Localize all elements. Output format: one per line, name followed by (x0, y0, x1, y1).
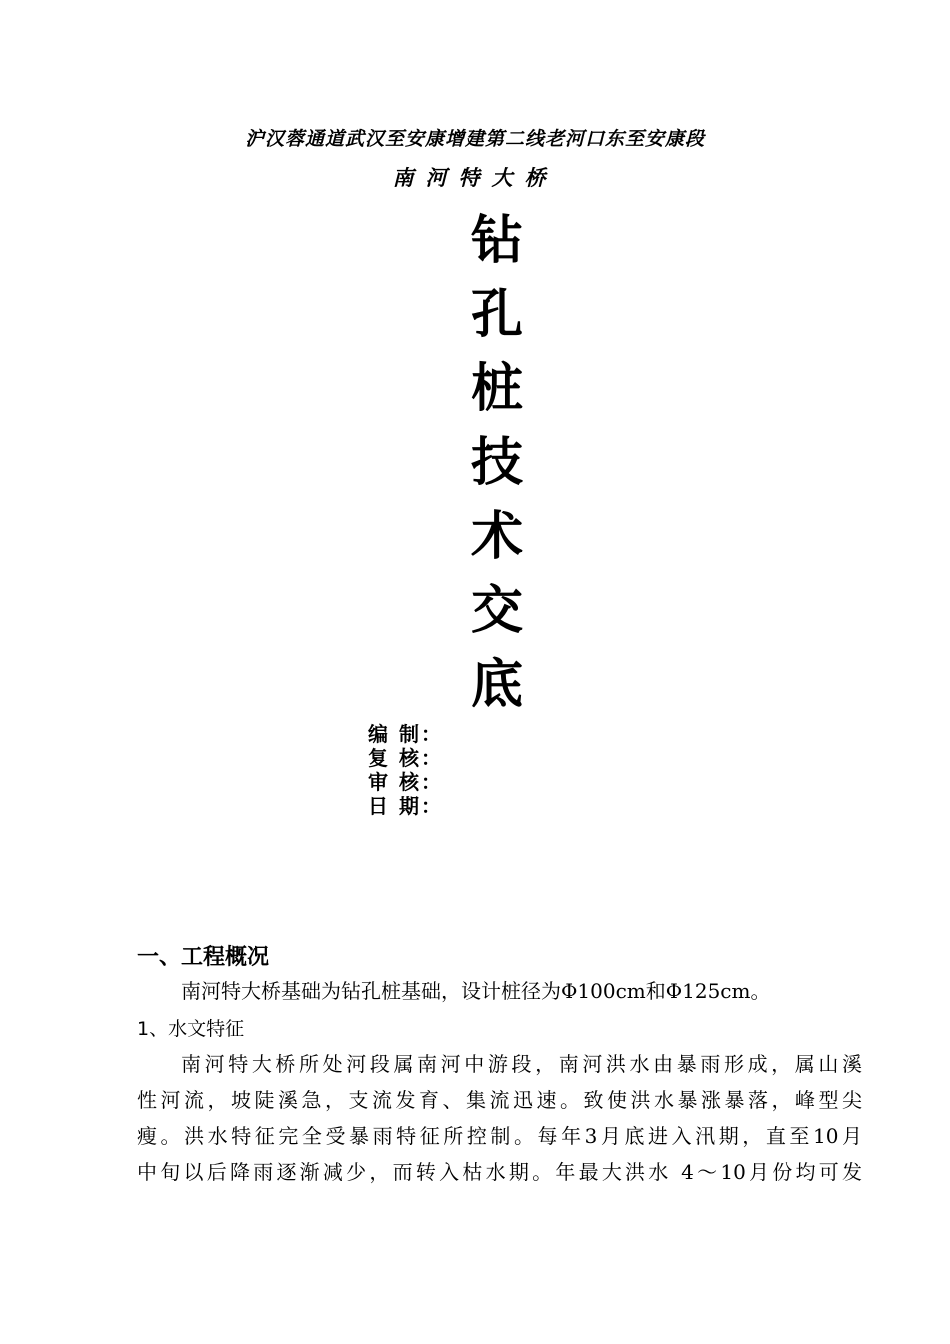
bridge-name: 南河特大桥 (392, 165, 558, 190)
paragraph-line: 性河流，坡陡溪急，支流发育、集流迅速。致使洪水暴涨暴落，峰型尖 (137, 1088, 862, 1112)
subsection-heading: 1、水文特征 (137, 1018, 245, 1040)
title-char: 孔 (470, 284, 523, 345)
signoff-compiled: 编 制： (368, 722, 443, 746)
paragraph-foundation: 南河特大桥基础为钻孔桩基础，设计桩径为Φ100cm和Φ125cm。 (181, 979, 771, 1003)
project-subtitle: 沪汉蓉通道武汉至安康增建第二线老河口东至安康段 (244, 128, 705, 150)
section-heading: 一、工程概况 (137, 945, 270, 970)
title-char: 钻 (470, 210, 523, 271)
document-title (447, 204, 547, 722)
signoff-reviewed: 复 核： (368, 746, 443, 770)
signoff-audited: 审 核： (368, 770, 443, 794)
title-char: 交 (470, 580, 523, 641)
title-char: 技 (470, 432, 523, 493)
signoff-date: 日 期： (368, 794, 443, 818)
signoff-block (368, 722, 443, 818)
title-char: 底 (470, 654, 523, 715)
paragraph-line: 南河特大桥所处河段属南河中游段，南河洪水由暴雨形成，属山溪 (181, 1052, 862, 1076)
title-char: 桩 (470, 358, 523, 419)
paragraph-line: 中旬以后降雨逐渐减少，而转入枯水期。年最大洪水 4～10月份均可发 (137, 1160, 862, 1184)
paragraph-line: 瘦。洪水特征完全受暴雨特征所控制。每年3月底进入汛期，直至10月 (137, 1124, 862, 1148)
title-char: 术 (470, 506, 523, 567)
paragraph-hydrology (137, 1046, 862, 1190)
